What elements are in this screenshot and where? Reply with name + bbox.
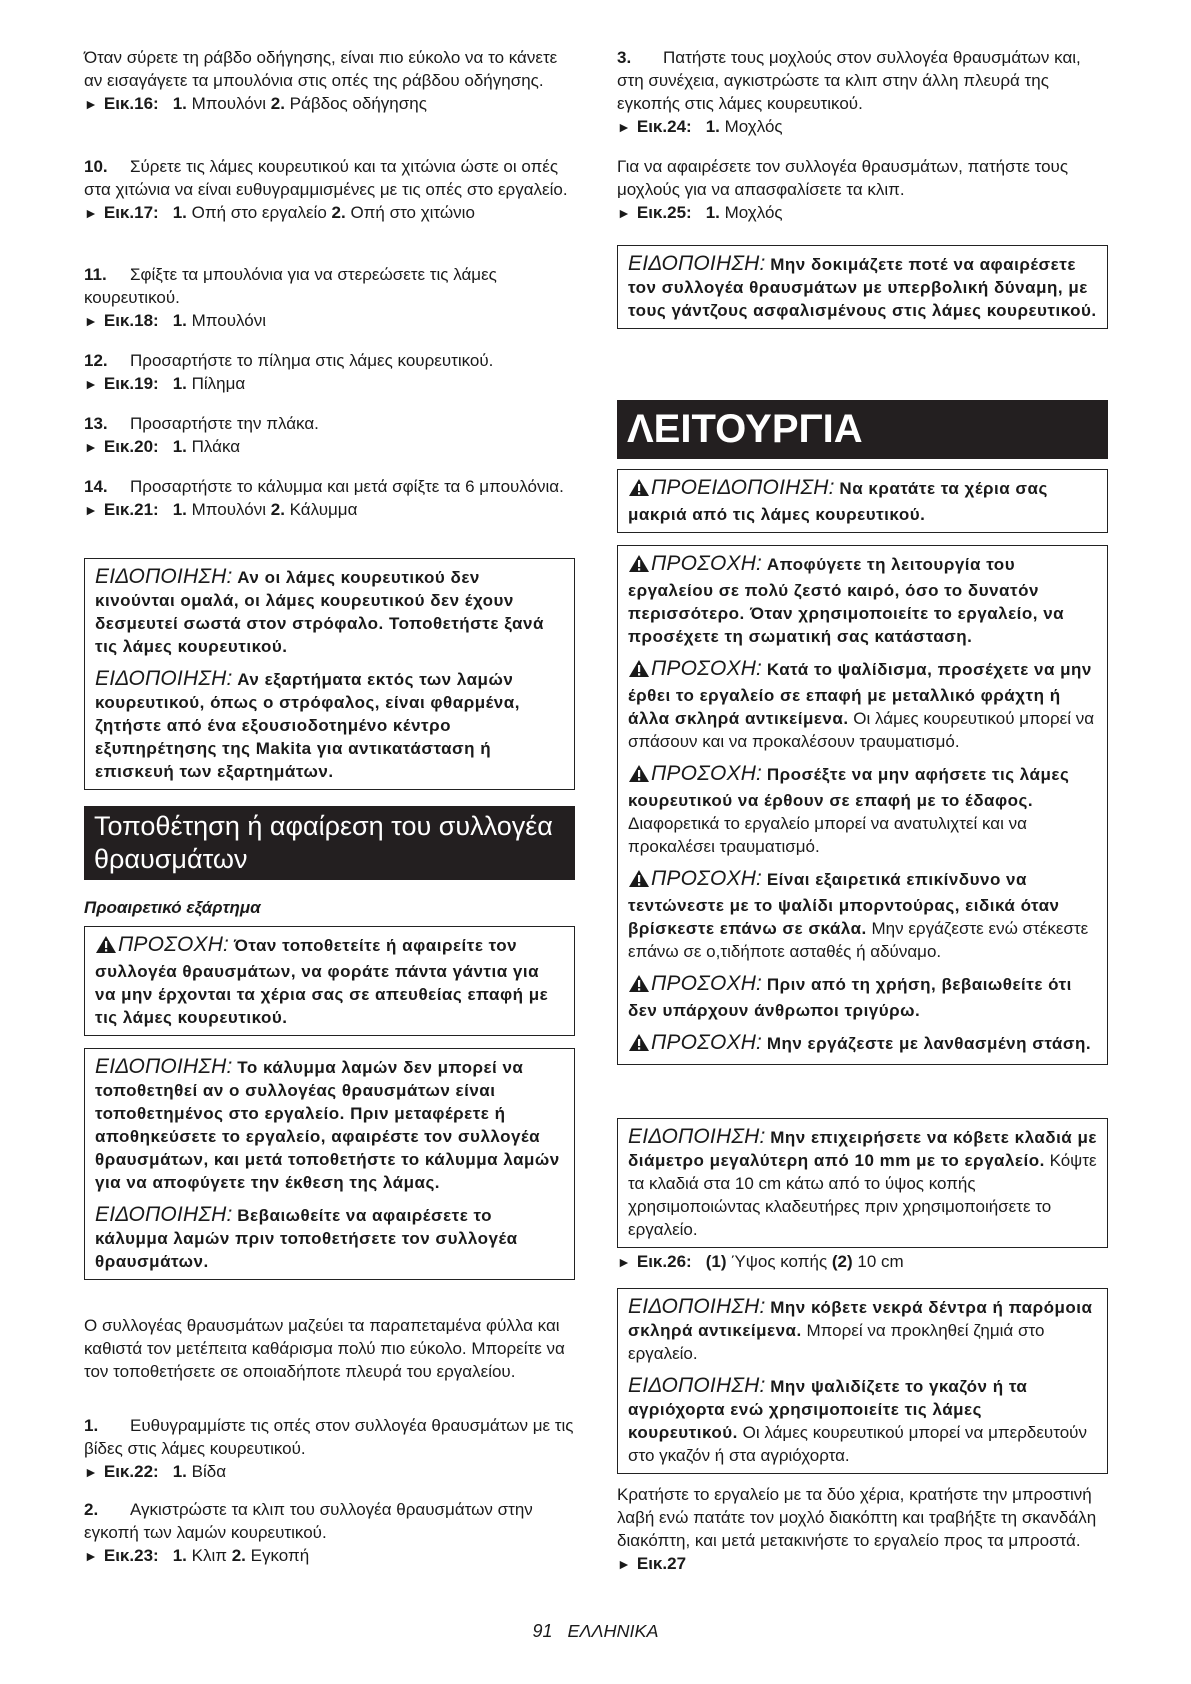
step-1: 1. Ευθυγραμμίστε τις οπές στον συλλογέα θραυσμάτων με τις βίδες στις λάμες κουρευτικού. ► Εικ.22: 1. Βίδα <box>84 1414 575 1484</box>
step-14: 14. Προσαρτήστε το κάλυμμα και μετά σφίξτε τα 6 μπουλόνια. ► Εικ.21: 1. Μπουλόνι 2. Κάλυμμα <box>84 475 575 522</box>
notice-box: ΕΙΔΟΠΟΙΗΣΗ: Μην δοκιμάζετε ποτέ να αφαιρέσετε τον συλλογέα θραυσμάτων με υπερβολική δύναμη, με τους γάντζους ασφαλισμένους στις λάμες κουρευτικού. <box>617 245 1108 329</box>
figure-ref: ► Εικ.27 <box>617 1554 687 1573</box>
notice-box: ΕΙΔΟΠΟΙΗΣΗ: Μην επιχειρήσετε να κόβετε κλαδιά με διάμετρο μεγαλύτερη από 10 mm με το εργαλείο. Κόψτε τα κλαδιά στα 10 cm κάτω από το ύψος κοπής χρησιμοποιώντας κλαδευτήρες πριν χρησιμοποιήσετε το εργαλείο. <box>617 1118 1108 1248</box>
page-footer <box>0 1620 1191 1643</box>
page-number: 91 <box>532 1621 553 1641</box>
warning-triangle-icon <box>628 478 650 503</box>
arrow-icon: ► <box>84 439 98 455</box>
intro-paragraph: Όταν σύρετε τη ράβδο οδήγησης, είναι πιο εύκολο να το κάνετε αν εισαγάγετε τα μπουλόνια στις οπές της ράβδου οδήγησης. ► Εικ.16: 1. Μπουλόνι 2. Ράβδος οδήγησης <box>84 46 575 116</box>
step-3: 3. Πατήστε τους μοχλούς στον συλλογέα θραυσμάτων και, στη συνέχεια, αγκιστρώστε τα κλιπ στην άλλη πλευρά της εγκοπής στις λάμες κουρευτικού. ► Εικ.24: 1. Μοχλός <box>617 46 1108 139</box>
arrow-icon: ► <box>84 376 98 392</box>
figure-ref: ► Εικ.25: 1. Μοχλός <box>617 203 783 222</box>
figure-ref: ► Εικ.18: 1. Μπουλόνι <box>84 311 266 330</box>
figure-ref: ► Εικ.23: 1. Κλιπ 2. Εγκοπή <box>84 1546 310 1565</box>
collector-paragraph: Ο συλλογέας θραυσμάτων μαζεύει τα παραπεταμένα φύλλα και καθιστά τον μετέπειτα καθάρισμα πολύ πιο εύκολο. Μπορείτε να τον τοποθετήσετε σε οποιαδήποτε πλευρά του εργαλείου. <box>84 1316 565 1381</box>
caution-item: ΠΡΟΣΟΧΗ: Κατά το ψαλίδισμα, προσέχετε να μην έρθει το εργαλείο σε επαφή με μεταλλικό φράχτη ή άλλα σκληρά αντικείμενα. Οι λάμες κουρευτικού μπορεί να σπάσουν και να προκαλέσουν τραυματισμό. <box>628 657 1095 751</box>
warning-triangle-icon <box>95 935 117 960</box>
figure-ref: ► Εικ.19: 1. Πίλημα <box>84 374 246 393</box>
figure-ref: ► Εικ.20: 1. Πλάκα <box>84 437 241 456</box>
arrow-icon: ► <box>617 205 631 221</box>
arrow-icon: ► <box>84 502 98 518</box>
subtitle: Προαιρετικό εξάρτημα <box>84 898 261 917</box>
step-10: 10. Σύρετε τις λάμες κουρευτικού και τα χιτώνια ώστε οι οπές στα χιτώνια να είναι ευθυγραμμισμένες με τις οπές στο εργαλείο. ► Εικ.17: 1. Οπή στο εργαλείο 2. Οπή στο χιτώνιο <box>84 155 575 225</box>
arrow-icon: ► <box>84 313 98 329</box>
figure-ref: ► Εικ.21: 1. Μπουλόνι 2. Κάλυμμα <box>84 500 358 519</box>
language-label: ΕΛΛΗΝΙΚΑ <box>567 1621 659 1641</box>
step-12: 12. Προσαρτήστε το πίλημα στις λάμες κουρευτικού. ► Εικ.19: 1. Πίλημα <box>84 349 575 396</box>
arrow-icon: ► <box>84 96 98 112</box>
caution-item: ΠΡΟΣΟΧΗ: Προσέξτε να μην αφήσετε τις λάμες κουρευτικού να έρθουν σε επαφή με το έδαφος. Διαφορετικά το εργαλείο μπορεί να ανατυλιχτεί και να προκαλέσει τραυματισμό. <box>628 762 1070 856</box>
figure-ref: ► Εικ.24: 1. Μοχλός <box>617 117 783 136</box>
caution-item: ΠΡΟΣΟΧΗ: Μην εργάζεστε με λανθασμένη στάση. <box>628 1031 1097 1058</box>
caution-box: ΠΡΟΣΟΧΗ: Όταν τοποθετείτε ή αφαιρείτε τον συλλογέα θραυσμάτων, να φοράτε πάντα γάντια για να μην έρχονται τα χέρια σας σε απευθείας επαφή με τις λάμες κουρευτικού. <box>84 926 575 1036</box>
warning-triangle-icon <box>628 659 650 684</box>
notice-box: ΕΙΔΟΠΟΙΗΣΗ: Το κάλυμμα λαμών δεν μπορεί να τοποθετηθεί αν ο συλλογέας θραυσμάτων είναι τοποθετημένος στο εργαλείο. Πριν μεταφέρετε ή αποθηκεύσετε το εργαλείο, αφαιρέστε τον συλλογέα θραυσμάτων, και μετά τοποθετήστε το κάλυμμα λαμών για να αποφύγετε την έκθεση της λάμας. ΕΙΔΟΠΟΙΗΣΗ: Βεβαιωθείτε να αφαιρέσετε το κάλυμμα λαμών πριν τοποθετήσετε τον συλλογέα θραυσμάτων. <box>84 1048 575 1280</box>
arrow-icon: ► <box>617 1254 631 1270</box>
warning-triangle-icon <box>628 974 650 999</box>
step-2: 2. Αγκιστρώστε τα κλιπ του συλλογέα θραυσμάτων στην εγκοπή των λαμών κουρευτικού. ► Εικ.23: 1. Κλιπ 2. Εγκοπή <box>84 1498 575 1568</box>
warning-triangle-icon <box>628 1033 650 1058</box>
warning-triangle-icon <box>628 869 650 894</box>
figure-ref: ► Εικ.16: 1. Μπουλόνι 2. Ράβδος οδήγησης <box>84 94 427 113</box>
figure-ref: ► Εικ.22: 1. Βίδα <box>84 1462 227 1481</box>
caution-item: ΠΡΟΣΟΧΗ: Αποφύγετε τη λειτουργία του εργαλείου σε πολύ ζεστό καιρό, όσο το δυνατόν περισσότερο. Όταν χρησιμοποιείτε το εργαλείο, να προσέχετε τη σωματική σας κατάσταση. <box>628 552 1065 646</box>
arrow-icon: ► <box>84 1464 98 1480</box>
figure-ref: ► Εικ.17: 1. Οπή στο εργαλείο 2. Οπή στο χιτώνιο <box>84 203 475 222</box>
operation-paragraph: Κρατήστε το εργαλείο με τα δύο χέρια, κρατήστε την μπροστινή λαβή ενώ πατάτε τον μοχλό διακόπτη και τραβήξτε τη σκανδάλη διακόπτη, και μετά μετακινήστε το εργαλείο προς τα μπροστά. ► Εικ.27 <box>617 1483 1108 1576</box>
caution-item: ΠΡΟΣΟΧΗ: Πριν από τη χρήση, βεβαιωθείτε ότι δεν υπάρχουν άνθρωποι τριγύρω. <box>628 972 1072 1020</box>
notice-box: ΕΙΔΟΠΟΙΗΣΗ: Μην κόβετε νεκρά δέντρα ή παρόμοια σκληρά αντικείμενα. Μπορεί να προκληθεί ζημιά στο εργαλείο. ΕΙΔΟΠΟΙΗΣΗ: Μην ψαλιδίζετε το γκαζόν ή τα αγριόχορτα ενώ χρησιμοποιείτε τις λάμες κουρευτικού. Οι λάμες κουρευτικού μπορεί να μπερδευτούν στο γκαζόν ή στα αγριόχορτα. <box>617 1288 1108 1474</box>
notice-box: ΕΙΔΟΠΟΙΗΣΗ: Αν οι λάμες κουρευτικού δεν κινούνται ομαλά, οι λάμες κουρευτικού δεν έχουν δεσμευτεί σωστά στον στρόφαλο. Τοποθετήστε ξανά τις λάμες κουρευτικού. ΕΙΔΟΠΟΙΗΣΗ: Αν εξαρτήματα εκτός των λαμών κουρευτικού, όπως ο στρόφαλος, είναι φθαρμένα, ζητήστε από ένα εξουσιοδοτημένο κέντρο εξυπηρέτησης της Makita για αντικατάσταση ή επισκευή των εξαρτημάτων. <box>84 558 575 790</box>
caution-item: ΠΡΟΣΟΧΗ: Είναι εξαιρετικά επικίνδυνο να τεντώνεστε με το ψαλίδι μπορντούρας, ειδικά όταν βρίσκεστε επάνω σε σκάλα. Μην εργάζεστε ενώ στέκεστε επάνω σε ο,τιδήποτε ασταθές ή αδύναμο. <box>628 867 1089 961</box>
caution-box <box>617 545 1108 1065</box>
remove-paragraph: Για να αφαιρέσετε τον συλλογέα θραυσμάτων, πατήστε τους μοχλούς για να απασφαλίσετε τα κλιπ. ► Εικ.25: 1. Μοχλός <box>617 155 1108 225</box>
step-13: 13. Προσαρτήστε την πλάκα. ► Εικ.20: 1. Πλάκα <box>84 412 575 459</box>
arrow-icon: ► <box>617 119 631 135</box>
step-11: 11. Σφίξτε τα μπουλόνια για να στερεώσετε τις λάμες κουρευτικού. ► Εικ.18: 1. Μπουλόνι <box>84 263 575 333</box>
section-heading: ΛΕΙΤΟΥΡΓΙΑ <box>617 400 1108 459</box>
arrow-icon: ► <box>84 1548 98 1564</box>
warning-triangle-icon <box>628 764 650 789</box>
section-heading: Τοποθέτηση ή αφαίρεση του συλλογέα θραυσμάτων <box>84 806 575 880</box>
warning-box: ΠΡΟΕΙΔΟΠΟΙΗΣΗ: Να κρατάτε τα χέρια σας μακριά από τις λάμες κουρευτικού. <box>617 469 1108 533</box>
warning-triangle-icon <box>628 554 650 579</box>
arrow-icon: ► <box>617 1556 631 1572</box>
figure-ref: ► Εικ.26: (1) Ύψος κοπής (2) 10 cm <box>617 1252 904 1271</box>
arrow-icon: ► <box>84 205 98 221</box>
